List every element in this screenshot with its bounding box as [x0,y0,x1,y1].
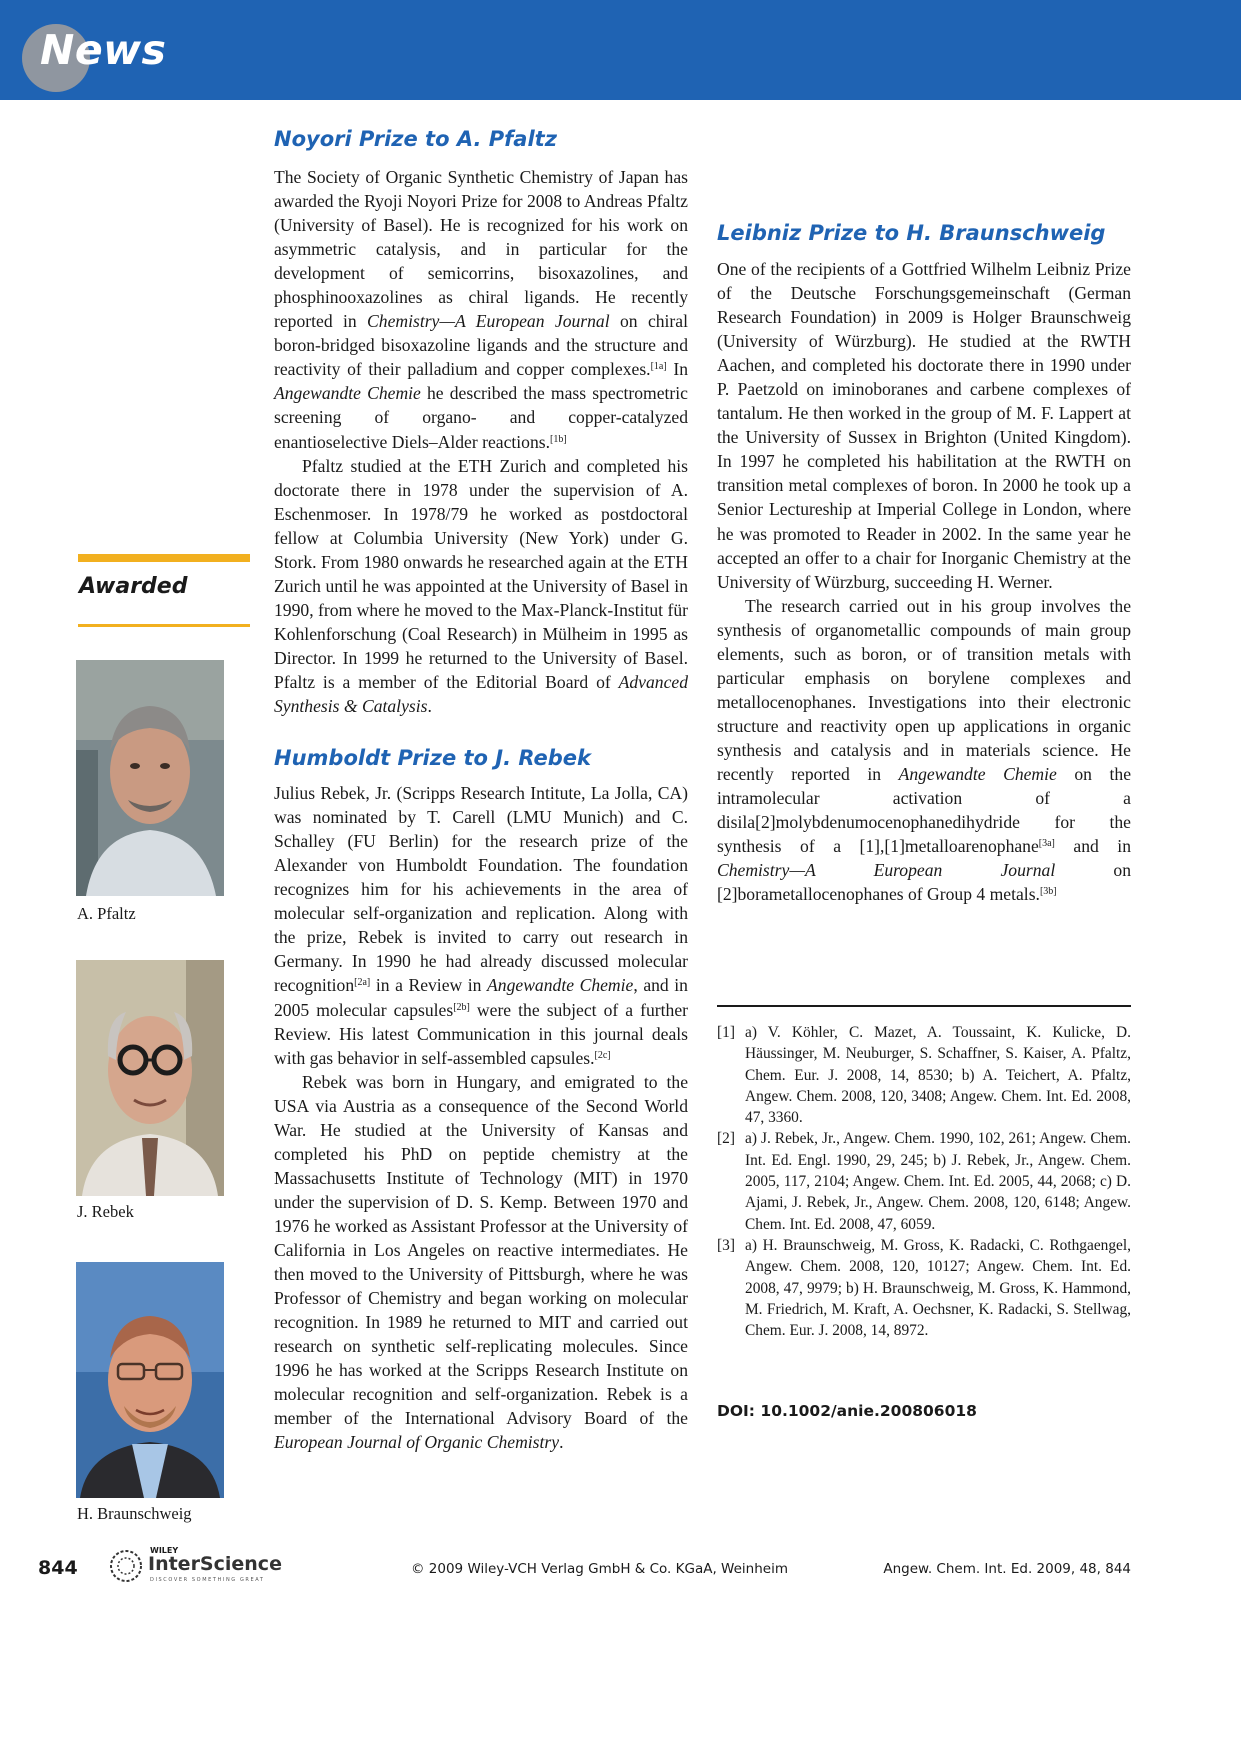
journal-name: Angewandte Chemie [898,763,1057,784]
reference-item [717,1128,1131,1234]
paragraph-text: Rebek was born in Hungary, and emigrated to the USA via Austria as a consequence of the Second World War. He studied at the University of Kansas and completed his PhD on peptide chemistry at the Massachusetts Institute of Technology (MIT) in 1970 under the supervision of D. S. Kemp. Between 1970 and 1976 he worked as Assistant Professor at the University of California in Los Angeles on reactive intermediates. He then moved to the University of Pittsburgh, where he was Professor of Chemistry and began working on molecular recognition. In 1989 he returned to MIT and carried out research on synthetic self-replicating molecules. Since 1996 he has worked at the Scripps Research Institute on molecular recognition and self-organization. Rebek is a member of the International Advisory Board of the [274,1071,688,1429]
reference-marker[interactable]: [1a] [650,361,667,373]
reference-marker[interactable]: [2a] [354,977,371,989]
paragraph-text: , and in 2005 molecular capsules [274,975,688,1020]
copyright: © 2009 Wiley-VCH Verlag GmbH & Co. KGaA, Weinheim [411,1561,788,1577]
section-banner [0,0,1241,100]
article-title-pfaltz: Noyori Prize to A. Pfaltz [274,127,557,151]
publisher-tagline: DISCOVER SOMETHING GREAT [150,1577,265,1583]
reference-item [717,1022,1131,1128]
doi[interactable]: DOI: 10.1002/anie.200806018 [717,1402,977,1420]
paragraph-text: Pfaltz studied at the ETH Zurich and completed his doctorate there in 1978 under the supervision of A. Eschenmoser. In 1978/79 he worked as postdoctoral fellow at Columbia University (New York) under G. Stork. From 1980 onwards he researched again at the ETH Zurich until he was appointed at the University of Basel in 1990, from where he moved to the Max-Planck-Institut für Kohlenforschung (Coal Research) in Mülheim in 1995 as Director. In 1999 he returned to the University of Basel. Pfaltz is a member of the Editorial Board of [274,455,688,692]
photo-rebek [76,960,224,1196]
reference-number: [1] [717,1024,735,1041]
column-right [717,118,1131,906]
reference-item [717,1235,1131,1341]
journal-name: Angewandte Chemie [274,383,421,404]
publisher-small: WILEY [150,1546,179,1555]
article-title-braunschweig: Leibniz Prize to H. Braunschweig [717,221,1106,245]
journal-citation: Angew. Chem. Int. Ed. 2009, 48, 844 [883,1561,1131,1577]
reference-marker[interactable]: [2b] [453,1001,470,1013]
paragraph-text: and in [1054,836,1131,857]
column-middle [274,118,688,1454]
article-paragraph [274,781,688,1070]
photo-caption-pfaltz: A. Pfaltz [77,904,136,923]
paragraph-text: he described the mass spectrometric screening of organo- and copper-catalyzed enantioselective Diels–Alder reactions. [274,383,688,452]
publisher-logo[interactable] [108,1546,282,1586]
reference-marker[interactable]: [1b] [550,433,567,445]
journal-name: Advanced Synthesis & Catalysis [274,671,688,717]
article-paragraph: One of the recipients of a Gottfried Wilhelm Leibniz Prize of the Deutsche Forschungsgemeinschaft (German Research Foundation) in 2009 is Holger Braunschweig (University of Würzburg). He studied at the RWTH Aachen, and completed his doctorate there in 1990 under P. Paetzold on iminoboranes and carbene complexes of tantalum. He then worked in the group of M. F. Lappert at the University of Sussex in Brighton (United Kingdom). In 1997 he completed his habilitation at the RWTH on transition metal complexes of boron. In 2000 he took up a Senior Lectureship at Imperial College in London, where he was promoted to Reader in 2002. In the same year he accepted an offer to a chair for Inorganic Chemistry at the University of Würzburg, succeeding H. Werner. [717,259,1131,592]
reference-marker[interactable]: [3b] [1039,886,1057,898]
photo-pfaltz [76,660,224,896]
paragraph-text: In [666,359,689,380]
paragraph-text: on [2]borametallocenophanes of Group 4 metals. [717,860,1131,905]
article-paragraph [274,165,688,454]
photo-braunschweig [76,1262,224,1498]
journal-name: Chemistry—A European Journal [367,311,610,332]
reference-number: [2] [717,1130,735,1148]
article-paragraph [274,1070,688,1455]
paragraph-text: on chiral boron-bridged bisoxazoline ligands and the structure and reactivity of their palladium and copper complexes. [274,311,688,380]
sidebar-accent-bar [78,554,250,562]
photo-caption-braunschweig: H. Braunschweig [77,1504,192,1523]
journal-name: European Journal of Organic Chemistry [274,1432,560,1453]
wiley-globe-icon [108,1546,148,1586]
article-paragraph [717,594,1131,907]
paragraph-text: Julius Rebek, Jr. (Scripps Research Intitute, La Jolla, CA) was nominated by T. Carell (LMU Munich) and C. Schalley (FU Berlin) for the research prize of the Alexander von Humboldt Foundation. The foundation recognizes him for his achievements in the area of molecular self-organization and replication. Along with the prize, Rebek is invited to carry out research in Germany. In 1990 he had already discussed molecular recognition [274,783,688,996]
publisher-name: InterScience [148,1553,282,1575]
reference-number: [3] [717,1236,735,1254]
journal-name: Angewandte Chemie [487,975,634,996]
article-title-rebek: Humboldt Prize to J. Rebek [274,746,592,771]
paragraph-text: The research carried out in his group involves the synthesis of organometallic compounds of main group elements, such as boron, or of transition metals with particular emphasis on borylene complexes and metallocenophanes. Investigations into their electronic structure and reactivity open up applications in organic synthesis and catalysis and in materials science. He recently reported in [717,595,1131,784]
reference-marker[interactable]: [3a] [1038,838,1055,850]
paragraph-text: . [559,1432,564,1453]
reference-text: a) J. Rebek, Jr., Angew. Chem. 1990, 102, 261; Angew. Chem. Int. Ed. Engl. 1990, 29, 245; b) J. Rebek, Jr., Angew. Chem. 2005, 117, 2104; Angew. Chem. Int. Ed. 2005, 44, 2068; c) D. Ajami, J. Rebek, Jr., Angew. Chem. 2008, 120, 6148; Angew. Chem. Int. Ed. 2008, 47, 6059. [745,1130,1131,1233]
references-list [717,1022,1131,1341]
reference-text: a) V. Köhler, C. Mazet, A. Toussaint, K. Kulicke, D. Häussinger, M. Neuburger, S. Schaffner, S. Kaiser, A. Pfaltz, Chem. Eur. J. 2008, 14, 8530; b) A. Teichert, A. Pfaltz, Angew. Chem. 2008, 120, 3408; Angew. Chem. Int. Ed. 2008, 47, 3360. [745,1024,1131,1127]
journal-name: Chemistry—A European Journal [717,860,1056,881]
paragraph-text: on the intramolecular activation of a disila[2]molybdenumocenophanedihydride for the synthesis of a [1],[1]metalloarenophane [717,763,1132,857]
photo-caption-rebek: J. Rebek [77,1202,134,1221]
article-paragraph [274,454,688,719]
sidebar-label: Awarded [79,574,188,599]
reference-text: a) H. Braunschweig, M. Gross, K. Radacki, C. Rothgaengel, Angew. Chem. 2008, 120, 10127; Angew. Chem. Int. Ed. 2008, 47, 9979; b) H. Braunschweig, M. Gross, K. Hammond, M. Friedrich, M. Kraft, A. Oechsner, K. Radacki, S. Stellwag, Chem. Eur. J. 2008, 14, 8972. [745,1236,1131,1340]
page-number: 844 [38,1557,78,1579]
section-title: News [40,26,167,74]
references-rule [717,1005,1131,1007]
paragraph-text: . [427,696,432,717]
sidebar-accent-rule [78,624,250,627]
paragraph-text: were the subject of a further Review. His latest Communication in this journal deals with gas behavior in self-assembled capsules. [274,999,688,1068]
reference-marker[interactable]: [2c] [594,1049,611,1061]
paragraph-text: in a Review in [370,975,488,996]
paragraph-text: The Society of Organic Synthetic Chemistry of Japan has awarded the Ryoji Noyori Prize for 2008 to Andreas Pfaltz (University of Basel). He is recognized for his work on asymmetric catalysis, and in particular for the development of semicorrins, bisoxazolines, and phosphinooxazolines as chiral ligands. He recently reported in [274,167,688,332]
